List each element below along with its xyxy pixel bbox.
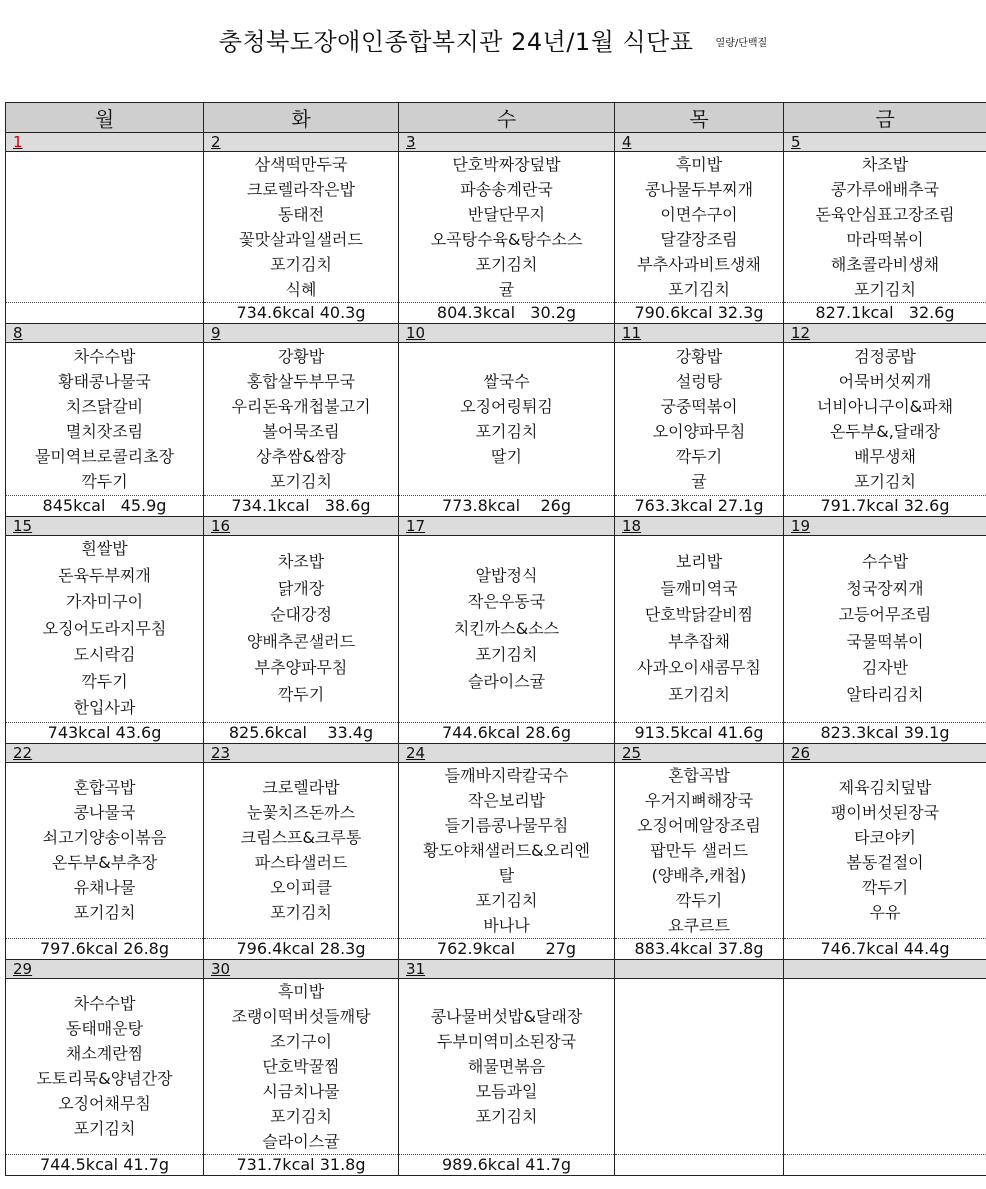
nutrition-cell: 913.5kcal 41.6g [615,722,784,743]
date-number: 12 [791,324,811,342]
menu-body [6,133,986,1176]
menu-item: 타코야키 [854,828,916,847]
menu-row [6,762,986,938]
date-cell [399,517,615,536]
date-cell [204,133,399,152]
menu-item: 홍합살두부무국 [246,372,356,391]
nutrition-cell: 734.1kcal 38.6g [204,496,399,517]
date-number: 10 [406,324,426,342]
menu-item: 채소계란찜 [65,1044,144,1063]
menu-item: 포기김치 [270,255,332,274]
menu-item: 들기름콩나물무침 [444,815,569,835]
menu-item: 돈육안심표고장조림 [815,205,955,224]
menu-item: 이면수구이 [660,205,738,224]
date-cell [399,324,615,343]
menu-item: 쇠고기양송이볶음 [42,828,167,847]
menu-item: 콩나물두부찌개 [644,180,754,199]
nutrition-cell: 796.4kcal 28.3g [204,938,399,959]
date-number: 24 [406,743,426,762]
menu-item: 도토리묵&양념간장 [36,1069,173,1088]
menu-item: 설렁탕 [675,372,723,391]
nutrition-cell: 744.6kcal 28.6g [399,722,615,743]
date-number: 2 [211,133,221,151]
menu-item: 단호박짜장덮밥 [452,155,561,174]
date-cell [784,517,986,536]
menu-item: 동태매운탕 [65,1019,144,1038]
menu-item: 모듬과일 [475,1081,538,1101]
date-cell [204,517,399,536]
date-cell [6,133,204,152]
menu-cell [204,536,399,723]
date-number: 4 [622,133,632,151]
date-cell [204,743,399,762]
nutrition-cell: 791.7kcal 32.6g [784,496,986,517]
nutrition-row [6,496,986,517]
menu-item: 흑미밥 [675,155,723,174]
nutrition-cell: 804.3kcal 30.2g [399,303,615,324]
date-cell [784,324,986,343]
menu-item: 슬라이스귤 [262,1131,340,1151]
menu-cell [204,978,399,1154]
menu-item: 포기김치 [270,903,332,922]
menu-cell [399,152,615,303]
date-number: 19 [791,517,811,535]
menu-item: 크림스프&크루통 [240,828,362,847]
menu-item: 단호박닭갈비찜 [644,605,754,625]
menu-item: 깍두기 [675,890,723,910]
menu-item: 조기구이 [270,1031,332,1051]
menu-item: 포기김치 [668,280,730,299]
date-number: 26 [791,743,811,762]
weekday-header-row [6,103,986,133]
menu-cell [204,152,399,303]
date-cell [615,133,784,152]
date-number: 17 [406,517,426,535]
title-bar [0,22,986,57]
menu-item: 청국장찌개 [846,578,924,598]
menu-item: 슬라이스귤 [467,671,546,691]
menu-item: 포기김치 [475,890,538,910]
menu-item: 우리돈육개첩불고기 [231,397,371,416]
nutrition-cell: 746.7kcal 44.4g [784,938,986,959]
menu-item: 포기김치 [854,280,916,299]
menu-item: 혼합곡밥 [668,765,730,785]
menu-item: 귤 [498,280,515,299]
menu-item: 포기김치 [270,1106,332,1126]
nutrition-row [6,303,986,324]
menu-row [6,152,986,303]
menu-row [6,536,986,723]
weekday-header: 수 [399,103,615,133]
menu-cell [784,152,986,303]
weekday-header: 금 [784,103,986,133]
menu-cell [6,343,204,496]
menu-item: 포기김치 [270,472,332,491]
menu-item: 부추양파무침 [254,658,348,678]
date-cell [615,517,784,536]
nutrition-cell: 763.3kcal 27.1g [615,496,784,517]
page-subtitle: 열량/단백질 [715,38,768,49]
menu-item: 포기김치 [475,1106,538,1126]
date-number: 30 [211,959,231,978]
menu-item: 순대강정 [270,605,332,625]
menu-item: 오징어도라지무침 [42,618,167,638]
date-cell [6,959,204,978]
menu-item: 조랭이떡버섯들깨탕 [231,1006,371,1026]
menu-item: 흑미밥 [277,981,325,1001]
menu-item: 치즈닭갈비 [65,397,144,416]
date-row [6,517,986,536]
menu-item: 눈꽃치즈돈까스 [246,803,356,822]
nutrition-cell: 989.6kcal 41.7g [399,1154,615,1175]
menu-item: 오이양파무침 [652,422,746,441]
date-number: 22 [13,743,33,762]
weekday-header: 월 [6,103,204,133]
menu-item: 치킨까스&소스 [453,618,560,638]
nutrition-cell: 731.7kcal 31.8g [204,1154,399,1175]
menu-item: 차조밥 [277,552,325,572]
date-number: 1 [13,133,23,151]
menu-item: 궁중떡볶이 [660,397,738,416]
date-cell [204,324,399,343]
menu-row [6,978,986,1154]
menu-item: 상추쌈&쌈장 [256,447,346,466]
date-cell [784,133,986,152]
menu-item: 포기김치 [73,903,136,922]
menu-item: 단호박꿀찜 [262,1056,340,1076]
menu-item: 팽이버섯된장국 [830,803,940,822]
menu-cell [615,343,784,496]
nutrition-cell: 845kcal 45.9g [6,496,204,517]
menu-item: 부추잡채 [668,631,730,651]
menu-item: 물미역브로콜리초장 [34,447,175,466]
menu-item: 오이피클 [270,878,332,897]
menu-item: 깍두기 [81,671,128,691]
nutrition-cell: 773.8kcal 26g [399,496,615,517]
date-row [6,324,986,343]
page-title: 충청북도장애인종합복지관 24년/1월 식단표 [218,28,694,56]
nutrition-cell [615,1154,784,1175]
menu-item: 해물면볶음 [467,1056,546,1076]
menu-item: 오징어채무침 [58,1094,151,1113]
menu-item: 오곡탕수육&탕수소스 [430,230,583,249]
menu-item: 오징어링튀김 [460,397,553,416]
menu-item: 우유 [869,903,901,922]
date-number: 25 [622,743,642,762]
menu-item: 보리밥 [675,552,723,572]
nutrition-row [6,938,986,959]
menu-item: 요쿠르트 [668,915,730,935]
menu-item: 포기김치 [668,684,730,704]
date-cell [784,743,986,762]
menu-item: 딸기 [491,447,522,466]
menu-item: 바나나 [483,915,530,935]
date-number: 16 [211,517,231,535]
menu-item: 크로렐라밥 [262,778,340,797]
menu-item: 포기김치 [73,1119,136,1138]
menu-item: 차수수밥 [73,994,136,1013]
menu-item: 깍두기 [277,684,325,704]
date-cell [6,324,204,343]
date-number: 29 [13,959,33,978]
menu-cell [784,762,986,938]
menu-item: (양배추,캐첩) [651,865,747,885]
nutrition-row [6,722,986,743]
menu-item: 국물떡볶이 [846,631,924,651]
menu-cell [399,978,615,1154]
menu-item: 콩나물버섯밥&달래장 [430,1006,583,1026]
menu-item: 알타리김치 [846,684,924,704]
menu-item: 오징어메알장조림 [637,815,761,835]
menu-item: 두부미역미소된장국 [436,1031,577,1051]
menu-item: 동태전 [277,205,325,224]
menu-item: 황도야채샐러드&오리엔 [422,840,591,860]
menu-item: 황태콩나물국 [58,372,151,391]
menu-cell [6,152,204,303]
menu-cell [399,343,615,496]
menu-cell [6,536,204,723]
weekday-header: 화 [204,103,399,133]
menu-item: 부추사과비트생채 [637,255,761,274]
date-row [6,743,986,762]
nutrition-cell: 734.6kcal 40.3g [204,303,399,324]
menu-cell [204,343,399,496]
menu-cell [615,762,784,938]
menu-item: 깍두기 [861,878,909,897]
menu-item: 양배추콘샐러드 [246,631,356,651]
menu-item: 강황밥 [277,347,325,366]
date-number: 23 [211,743,231,762]
date-cell [204,959,399,978]
menu-item: 차수수밥 [73,347,136,366]
nutrition-cell: 744.5kcal 41.7g [6,1154,204,1175]
menu-item: 팝만두 샐러드 [650,840,748,860]
menu-cell [784,978,986,1154]
menu-item: 식혜 [285,280,317,299]
nutrition-cell: 743kcal 43.6g [6,722,204,743]
menu-cell [399,762,615,938]
menu-item: 강황밥 [675,347,723,366]
menu-item: 들깨바지락칼국수 [444,765,569,785]
date-number: 11 [622,324,642,342]
date-cell [784,959,986,978]
menu-item: 유채나물 [73,878,136,897]
date-cell [615,743,784,762]
menu-item: 수수밥 [861,552,909,572]
date-row [6,959,986,978]
menu-item: 작은우동국 [467,592,546,611]
menu-item: 포기김치 [475,255,538,274]
menu-cell [204,762,399,938]
menu-item: 깍두기 [675,447,723,466]
date-number: 18 [622,517,642,535]
nutrition-cell [784,1154,986,1175]
menu-item: 귤 [691,472,707,491]
menu-item: 들깨미역국 [660,578,738,598]
menu-item: 차조밥 [861,155,909,174]
menu-row [6,343,986,496]
menu-item: 콩나물국 [73,803,136,822]
menu-item: 봄동겉절이 [846,853,924,872]
nutrition-row [6,1154,986,1175]
menu-item: 사과오이새콤무침 [637,658,761,678]
date-number: 9 [211,324,221,342]
menu-item: 포기김치 [475,645,538,664]
menu-item: 고등어무조림 [838,605,932,625]
nutrition-cell: 790.6kcal 32.3g [615,303,784,324]
menu-item: 작은보리밥 [467,790,546,810]
date-cell [6,743,204,762]
nutrition-cell: 825.6kcal 33.4g [204,722,399,743]
date-number: 8 [13,324,23,342]
nutrition-cell: 762.9kcal 27g [399,938,615,959]
menu-item: 배무생채 [854,447,916,466]
menu-item: 알밥정식 [475,565,538,585]
date-cell [615,959,784,978]
menu-item: 볼어묵조림 [262,422,340,441]
menu-item: 꽃맛살과일샐러드 [239,230,363,249]
menu-cell [6,762,204,938]
menu-item: 도시락김 [73,645,136,664]
menu-item: 반달단무지 [467,205,546,224]
menu-cell [784,536,986,723]
date-number: 31 [406,959,426,978]
date-cell [399,133,615,152]
menu-item: 온두부&부추장 [51,853,158,872]
menu-item: 어묵버섯찌개 [838,372,932,391]
menu-cell [615,536,784,723]
date-number: 5 [791,133,801,151]
menu-cell [615,152,784,303]
menu-item: 제육김치덮밥 [838,778,932,797]
menu-item: 닭개장 [277,578,325,598]
menu-item: 달걀장조림 [660,230,738,249]
menu-item: 온두부&,달래장 [829,422,941,441]
menu-item: 삼색떡만두국 [254,155,348,174]
menu-item: 혼합곡밥 [73,778,136,797]
date-row [6,133,986,152]
menu-cell [6,978,204,1154]
menu-item: 검정콩밥 [854,347,916,366]
date-number: 15 [13,517,33,535]
menu-item: 한입사과 [73,698,136,717]
date-cell [399,959,615,978]
nutrition-cell: 797.6kcal 26.8g [6,938,204,959]
menu-table [5,102,986,1176]
menu-item: 김자반 [861,658,909,678]
menu-item: 시금치나물 [262,1081,340,1101]
menu-item: 가자미구이 [65,592,144,611]
menu-item: 돈육두부찌개 [58,565,151,585]
menu-item: 포기김치 [854,472,916,491]
menu-item: 마라떡볶이 [846,230,924,249]
weekday-header: 목 [615,103,784,133]
menu-item: 흰쌀밥 [81,539,128,558]
nutrition-cell [6,303,204,324]
date-cell [399,743,615,762]
menu-item: 깍두기 [81,472,128,491]
menu-item: 멸치잣조림 [65,422,144,441]
menu-cell [615,978,784,1154]
menu-item: 파송송계란국 [460,180,553,199]
menu-item: 콩가루애배추국 [830,180,940,199]
menu-item: 해초콜라비생채 [830,255,940,274]
nutrition-cell: 827.1kcal 32.6g [784,303,986,324]
menu-cell [399,536,615,723]
nutrition-cell: 883.4kcal 37.8g [615,938,784,959]
menu-item: 크로렐라작은밥 [246,180,356,199]
menu-item: 파스타샐러드 [254,853,348,872]
menu-item: 우거지뼈해장국 [644,790,754,810]
date-cell [6,517,204,536]
menu-item: 포기김치 [475,422,538,441]
menu-item: 너비아니구이&파채 [816,397,954,416]
menu-cell [784,343,986,496]
date-cell [615,324,784,343]
menu-item: 탈 [498,865,515,885]
menu-item: 쌀국수 [483,372,530,391]
date-number: 3 [406,133,416,151]
nutrition-cell: 823.3kcal 39.1g [784,722,986,743]
